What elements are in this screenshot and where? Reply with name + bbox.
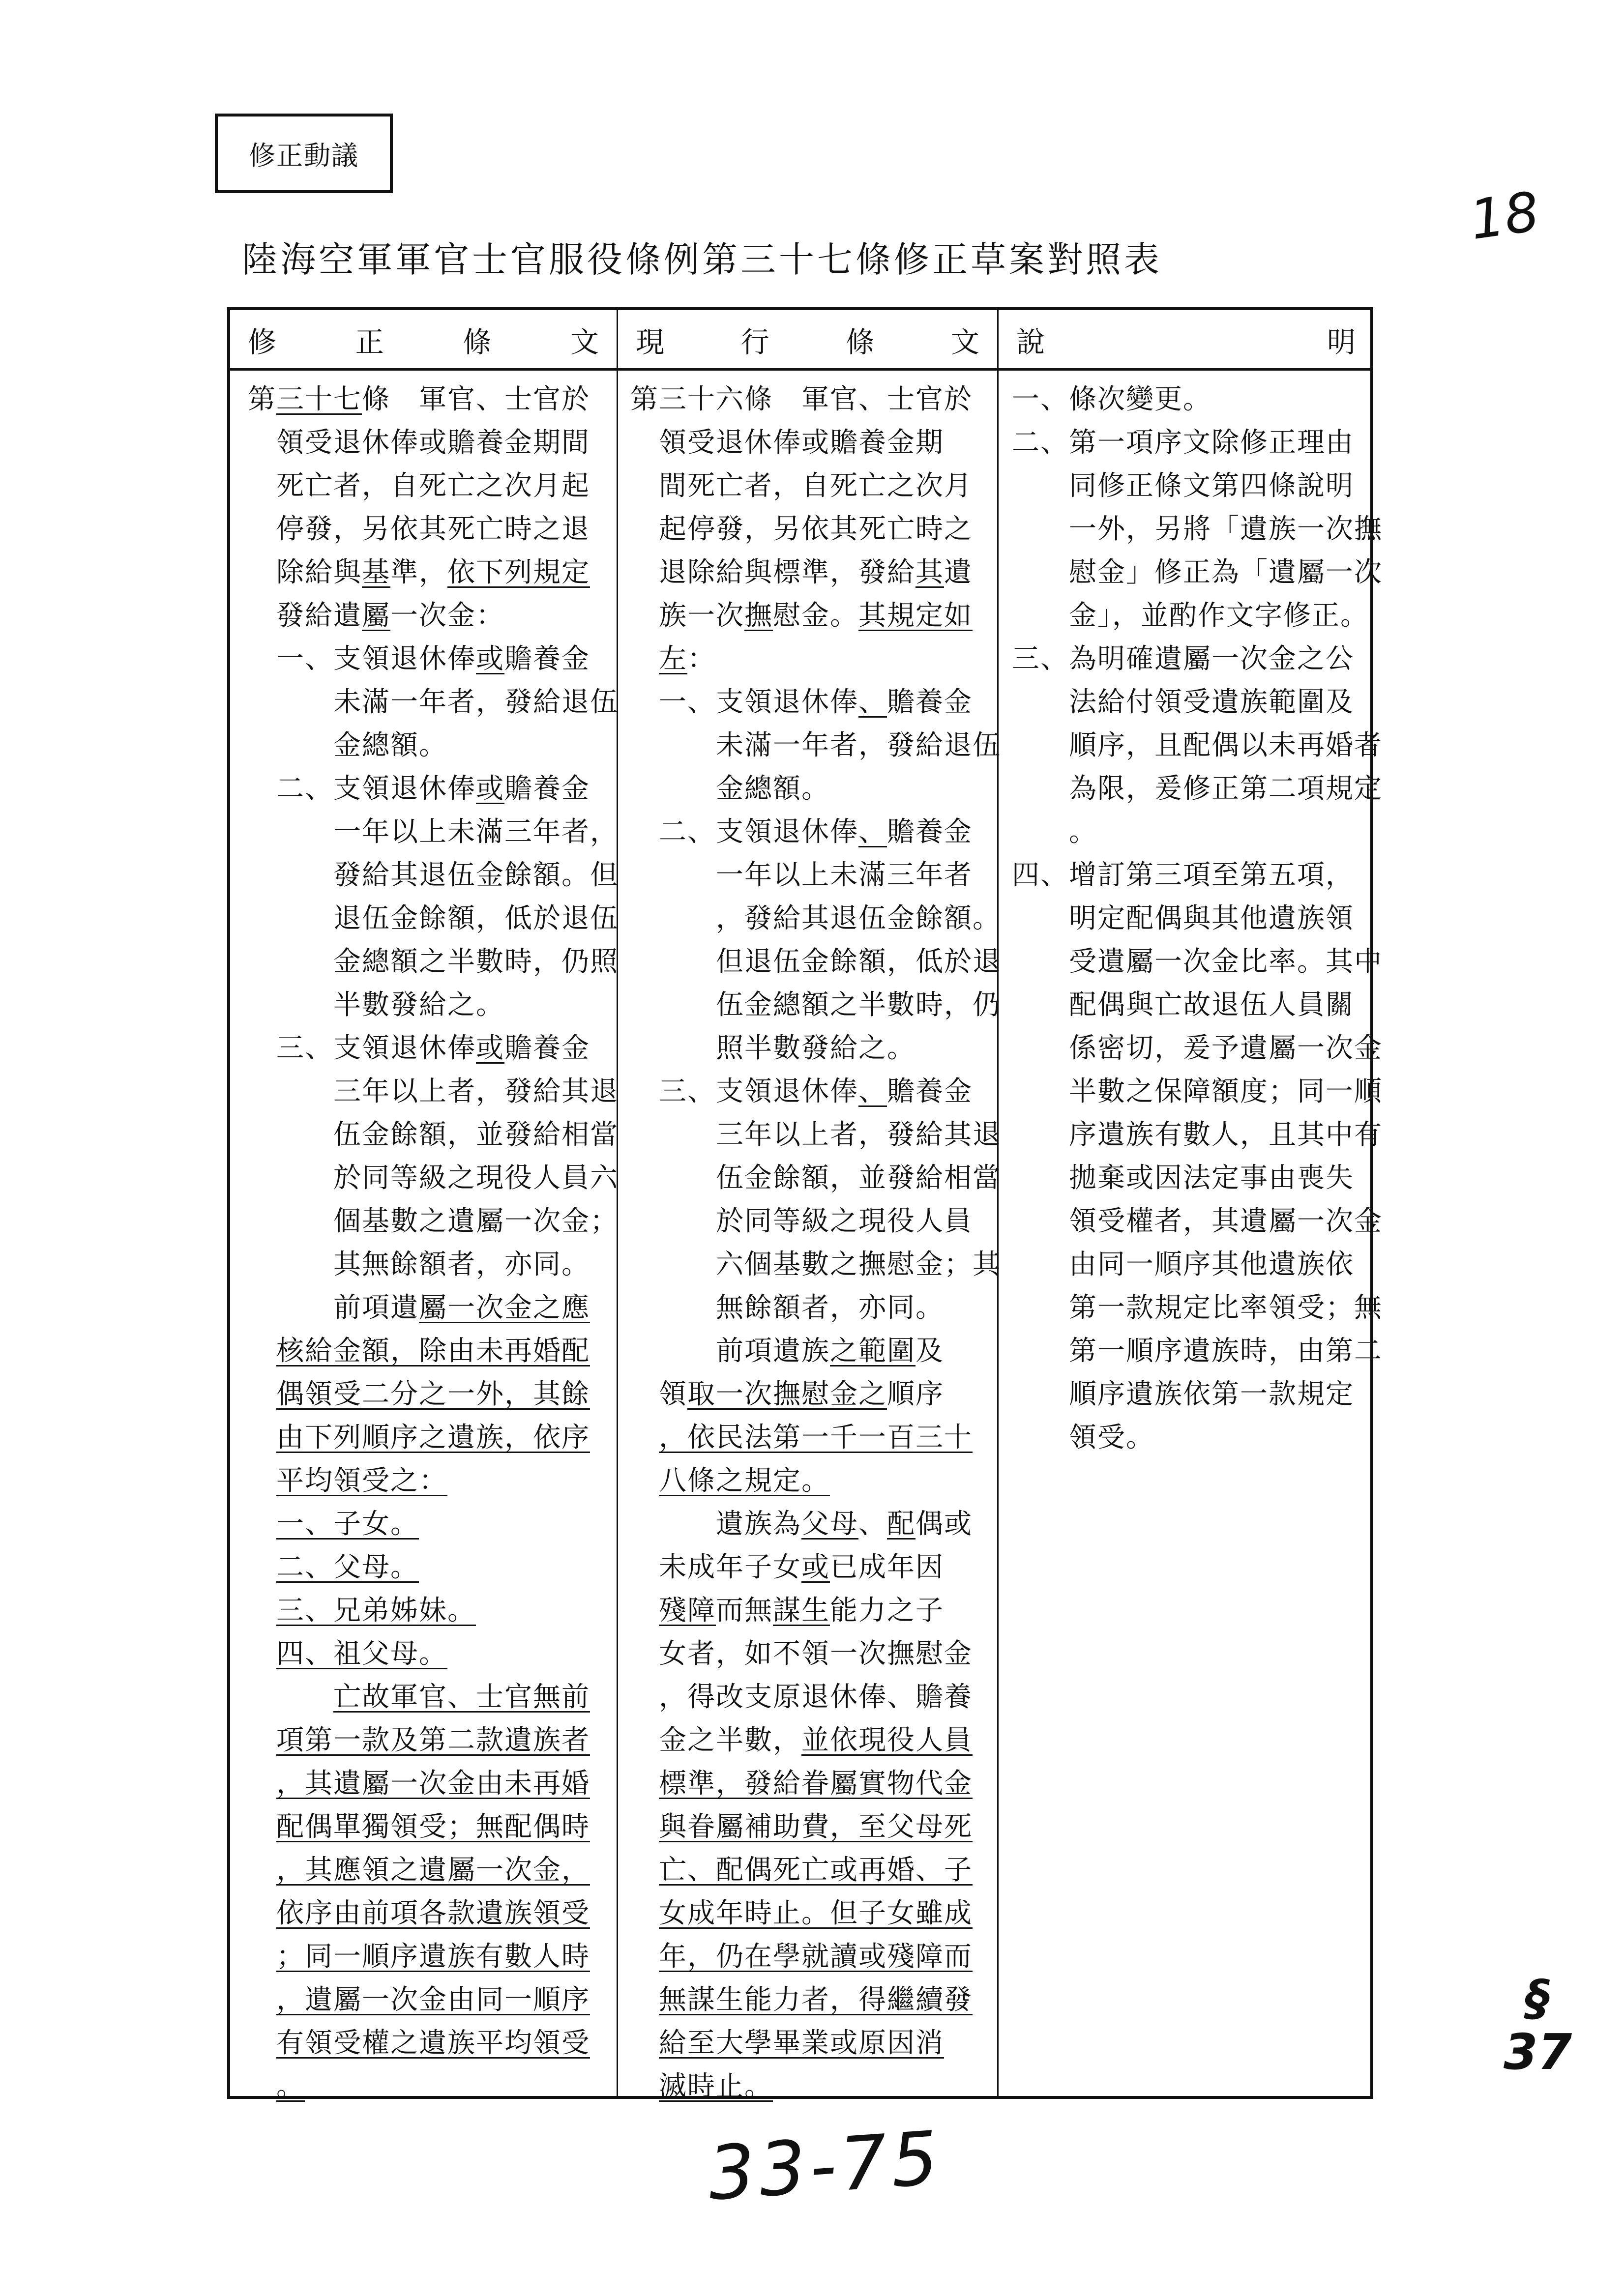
text-line: 死亡者，自死亡之次月起	[248, 470, 590, 502]
text-line: 配偶與亡故退伍人員關	[1012, 989, 1354, 1021]
text-line: ，依民法第一千一百三十	[659, 1422, 973, 1453]
column-divider	[617, 310, 618, 2096]
text-line: 未滿一年者，發給退伍	[630, 729, 1001, 761]
column-divider	[997, 310, 999, 2096]
text-line: 年，仍在學就讀或殘障而	[659, 1941, 973, 1973]
text-line: 明定配偶與其他遺族領	[1012, 902, 1354, 934]
text-line: 伍金餘額，並發給相當	[248, 1119, 619, 1151]
handwritten-ref-number: 37	[1504, 2023, 1572, 2081]
text-line: 三年以上者，發給其退	[630, 1119, 1001, 1151]
text-line: 無餘額者，亦同。	[630, 1292, 944, 1324]
text-line: 第三十六條 軍官、士官於	[630, 383, 973, 415]
explanation-column	[1012, 378, 1383, 1459]
text-line: 六個基數之撫慰金；其	[630, 1249, 1001, 1280]
text-line: 伍金總額之半數時，仍	[630, 989, 1001, 1021]
text-line: 一年以上未滿三年者	[630, 859, 973, 891]
header-char: 行	[740, 325, 769, 359]
text-line: 一、支領退休俸或贍養金	[248, 643, 590, 675]
text-line: 無謀生能力者，得繼續發	[659, 1984, 973, 2016]
text-line: 金之半數，並依現役人員	[630, 1724, 973, 1756]
text-line: 未滿一年者，發給退伍	[248, 686, 619, 718]
header-explanation	[999, 315, 1373, 364]
text-line: 前項遺族之範圍及	[630, 1335, 944, 1367]
header-amended-text	[230, 315, 617, 364]
text-line: 半數之保障額度；同一順	[1012, 1075, 1383, 1107]
text-line: 一、支領退休俸、贍養金	[630, 686, 973, 718]
text-line: 一、條次變更。	[1012, 383, 1211, 415]
text-line: ，發給其退伍金餘額。	[630, 902, 1001, 934]
text-line: 三、支領退休俸或贍養金	[248, 1032, 590, 1064]
text-line: 族一次撫慰金。其規定如	[630, 600, 973, 632]
handwritten-bottom-number: 33-75	[705, 2115, 945, 2217]
text-line: 滅時止。	[659, 2070, 773, 2102]
text-line: 序遺族有數人，且其中有	[1012, 1119, 1383, 1151]
text-line: 配偶單獨領受；無配偶時	[276, 1811, 590, 1843]
text-line: 項第一款及第二款遺族者	[276, 1724, 590, 1756]
text-line: ；同一順序遺族有數人時	[276, 1941, 590, 1973]
text-line: 左：	[659, 643, 716, 675]
text-line: 領受退休俸或贍養金期	[630, 427, 944, 459]
header-current-text	[618, 315, 997, 364]
text-line: 四、祖父母。	[276, 1638, 447, 1670]
text-line: 。	[276, 2070, 305, 2102]
text-line: 金總額之半數時，仍照	[248, 946, 619, 978]
text-line: ，遺屬一次金由同一順序	[276, 1984, 590, 2016]
text-line: 領受。	[1012, 1422, 1154, 1453]
text-line: 其無餘額者，亦同。	[248, 1249, 590, 1280]
text-line: 標準，發給眷屬實物代金	[659, 1768, 973, 1800]
text-line: 第三十七條 軍官、士官於	[248, 383, 590, 415]
page-title: 陸海空軍軍官士官服役條例第三十七條修正草案對照表	[242, 239, 1163, 280]
text-line: 二、第一項序文除修正理由	[1012, 427, 1354, 459]
text-line: 法給付領受遺族範圍及	[1012, 686, 1354, 718]
current-text-column	[630, 378, 1001, 2108]
header-divider	[230, 368, 1370, 371]
text-line: 三、支領退休俸、贍養金	[630, 1075, 973, 1107]
amended-text-column	[248, 378, 619, 2108]
text-line: 拋棄或因法定事由喪失	[1012, 1162, 1354, 1194]
motion-stamp: 修正動議	[215, 114, 393, 193]
text-line: 殘障而無謀生能力之子	[659, 1595, 944, 1627]
text-line: 平均領受之：	[276, 1465, 447, 1497]
header-char: 現	[636, 325, 665, 359]
text-line: 為限，爰修正第二項規定	[1012, 773, 1383, 805]
text-line: 二、支領退休俸、贍養金	[630, 816, 973, 848]
header-char: 文	[950, 325, 979, 359]
text-line: 發給遺屬一次金：	[248, 600, 504, 632]
text-line: 金」，並酌作文字修正。	[1012, 600, 1369, 632]
text-line: 四、增訂第三項至第五項，	[1012, 859, 1354, 891]
text-line: 亡故軍官、士官無前	[333, 1681, 590, 1713]
header-char: 文	[570, 325, 599, 359]
text-line: 第一款規定比率領受；無	[1012, 1292, 1383, 1324]
text-line: 由下列順序之遺族，依序	[276, 1422, 590, 1453]
text-line: 退伍金餘額，低於退伍	[248, 902, 619, 934]
text-line: 三、為明確遺屬一次金之公	[1012, 643, 1354, 675]
header-char: 明	[1327, 325, 1356, 359]
text-line: 起停發，另依其死亡時之	[630, 513, 973, 545]
header-char: 條	[846, 325, 875, 359]
text-line: 領取一次撫慰金之順序	[630, 1378, 944, 1410]
text-line: 於同等級之現役人員六	[248, 1162, 619, 1194]
text-line: 於同等級之現役人員	[630, 1205, 973, 1237]
text-line: 領受權者，其遺屬一次金	[1012, 1205, 1383, 1237]
header-char: 條	[463, 325, 492, 359]
text-line: 金總額。	[630, 773, 830, 805]
text-line: ，其應領之遺屬一次金，	[276, 1854, 590, 1886]
handwritten-page-number: 18	[1466, 179, 1543, 252]
text-line: 同修正條文第四條說明	[1012, 470, 1354, 502]
text-line: 與眷屬補助費，至父母死	[659, 1811, 973, 1843]
text-line: 三、兄弟姊妹。	[276, 1595, 476, 1627]
text-line: 除給與基準，依下列規定	[248, 556, 590, 588]
text-line: 未成年子女或已成年因	[630, 1551, 944, 1583]
handwritten-article-reference	[1504, 1971, 1572, 2079]
text-line: 偶領受二分之一外，其餘	[276, 1378, 590, 1410]
text-line: 第一順序遺族時，由第二	[1012, 1335, 1383, 1367]
comparison-table	[227, 307, 1383, 2102]
text-line: 一年以上未滿三年者，	[248, 816, 619, 848]
text-line: 核給金額，除由未再婚配	[276, 1335, 590, 1367]
text-line: 順序遺族依第一款規定	[1012, 1378, 1354, 1410]
text-line: 有領受權之遺族平均領受	[276, 2027, 590, 2059]
text-line: 三年以上者，發給其退	[248, 1075, 619, 1107]
text-line: 照半數發給之。	[630, 1032, 915, 1064]
text-line: 前項遺屬一次金之應	[248, 1292, 590, 1324]
text-line: 一、子女。	[276, 1508, 419, 1540]
header-char: 說	[1016, 325, 1045, 359]
text-line: 金總額。	[248, 729, 447, 761]
text-line: 依序由前項各款遺族領受	[276, 1897, 590, 1929]
text-line: 慰金」修正為「遺屬一次	[1012, 556, 1383, 588]
text-line: 遺族為父母、配偶或	[630, 1508, 973, 1540]
text-line: 。	[1012, 816, 1097, 848]
text-line: 發給其退伍金餘額。但	[248, 859, 619, 891]
text-line: 二、父母。	[276, 1551, 419, 1583]
text-line: 伍金餘額，並發給相當	[630, 1162, 1001, 1194]
text-line: 領受退休俸或贍養金期間	[248, 427, 590, 459]
text-line: ，得改支原退休俸、贍養	[630, 1681, 973, 1713]
text-line: 女者，如不領一次撫慰金	[630, 1638, 973, 1670]
text-line: 間死亡者，自死亡之次月	[630, 470, 973, 502]
text-line: 女成年時止。但子女雖成	[659, 1897, 973, 1929]
text-line: 停發，另依其死亡時之退	[248, 513, 590, 545]
handwritten-ref-symbol: §	[1525, 1969, 1550, 2027]
text-line: 一外，另將「遺族一次撫	[1012, 513, 1383, 545]
text-line: ，其遺屬一次金由未再婚	[276, 1768, 590, 1800]
text-line: 順序，且配偶以未再婚者	[1012, 729, 1383, 761]
text-line: 係密切，爰予遺屬一次金	[1012, 1032, 1383, 1064]
header-char: 修	[248, 325, 277, 359]
text-line: 退除給與標準，發給其遺	[630, 556, 973, 588]
text-line: 二、支領退休俸或贍養金	[248, 773, 590, 805]
text-line: 八條之規定。	[659, 1465, 830, 1497]
text-line: 但退伍金餘額，低於退	[630, 946, 1001, 978]
text-line: 個基數之遺屬一次金；	[248, 1205, 619, 1237]
text-line: 由同一順序其他遺族依	[1012, 1249, 1354, 1280]
header-char: 正	[355, 325, 384, 359]
text-line: 受遺屬一次金比率。其中	[1012, 946, 1383, 978]
text-line: 半數發給之。	[248, 989, 504, 1021]
text-line: 亡、配偶死亡或再婚、子	[659, 1854, 973, 1886]
text-line: 給至大學畢業或原因消	[659, 2027, 944, 2059]
